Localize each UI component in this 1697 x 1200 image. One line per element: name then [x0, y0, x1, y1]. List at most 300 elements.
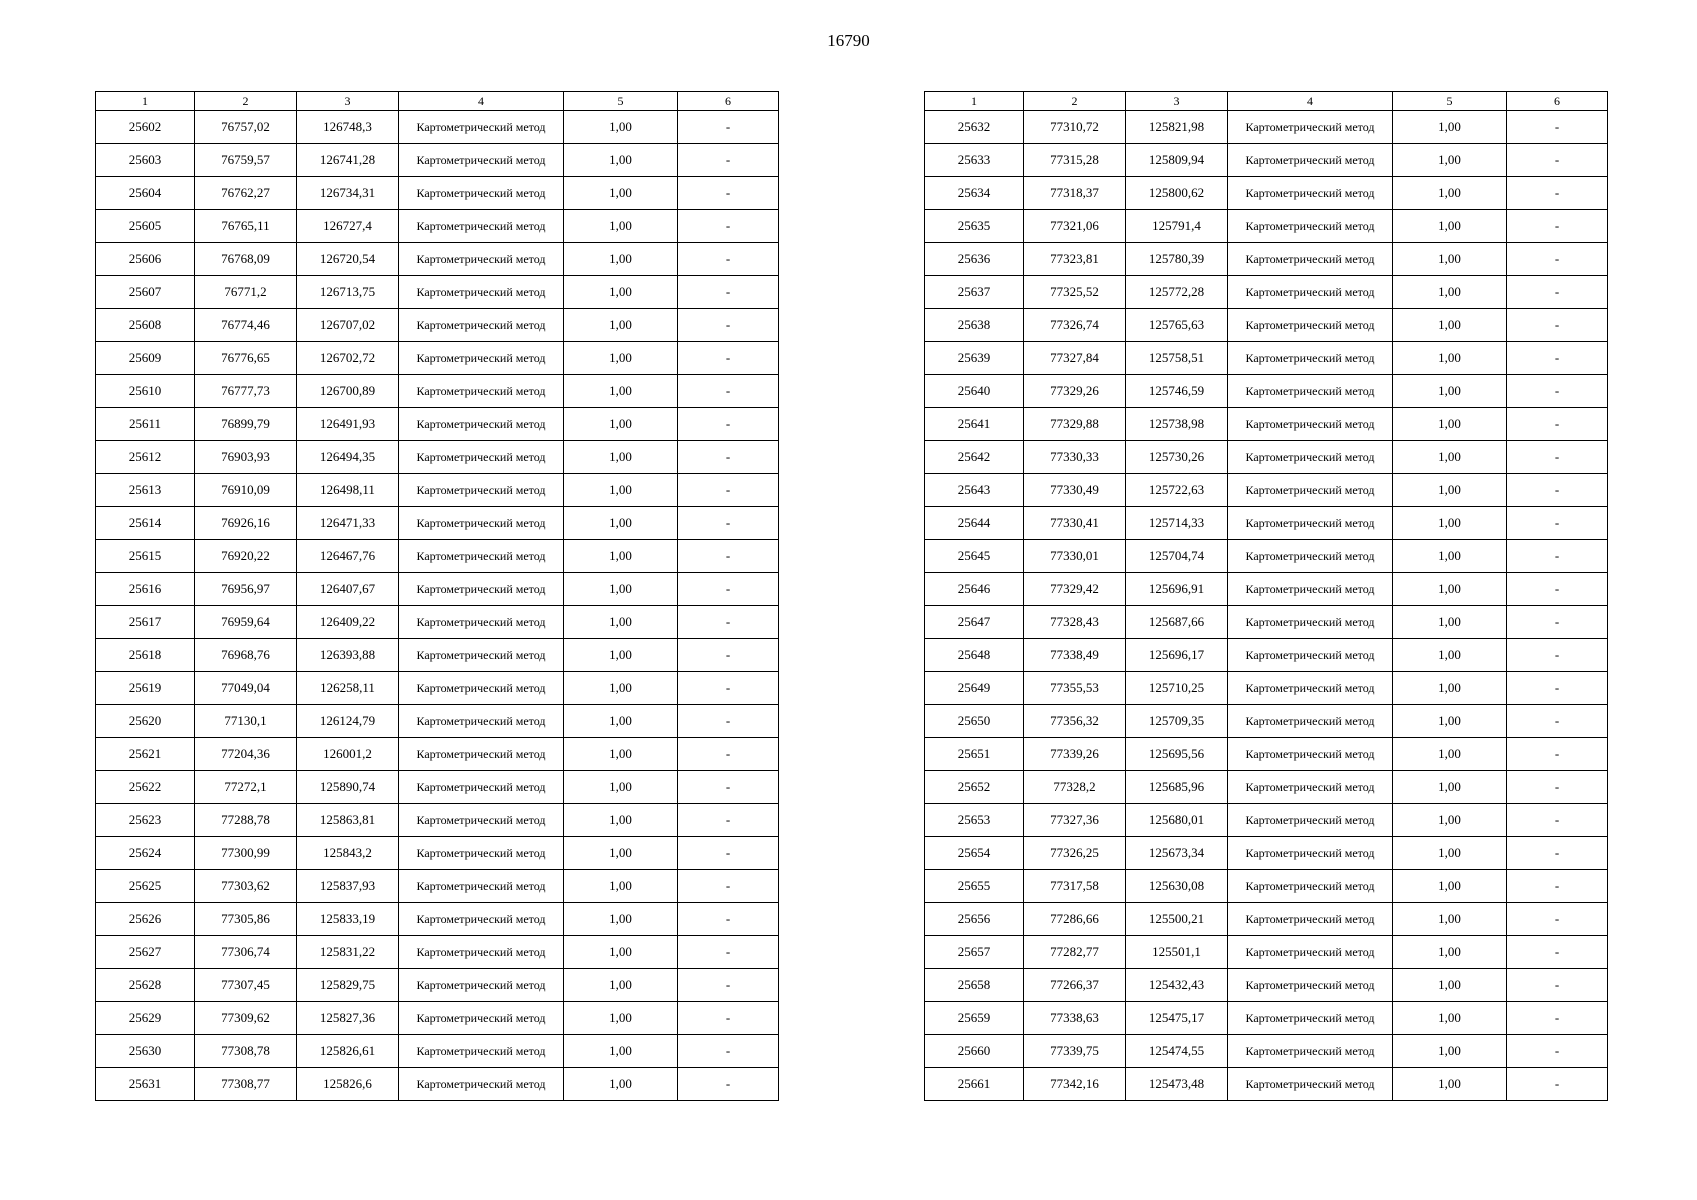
accuracy-cell: 1,00 — [564, 375, 678, 408]
accuracy-cell: 1,00 — [564, 573, 678, 606]
point-number-cell: 25612 — [96, 441, 195, 474]
column-header: 2 — [1024, 92, 1126, 111]
table-row — [925, 672, 1608, 705]
accuracy-cell: 1,00 — [1393, 441, 1507, 474]
method-cell: Картометрический метод — [399, 243, 564, 276]
note-cell: - — [1507, 969, 1608, 1002]
table-row — [96, 1068, 779, 1101]
x-coordinate-cell: 77338,63 — [1024, 1002, 1126, 1035]
method-cell: Картометрический метод — [399, 342, 564, 375]
note-cell: - — [1507, 1068, 1608, 1101]
table-row — [96, 1002, 779, 1035]
table-row — [925, 342, 1608, 375]
y-coordinate-cell: 125738,98 — [1126, 408, 1228, 441]
accuracy-cell: 1,00 — [1393, 540, 1507, 573]
table-row — [96, 441, 779, 474]
method-cell: Картометрический метод — [399, 474, 564, 507]
table-row — [925, 408, 1608, 441]
y-coordinate-cell: 125833,19 — [297, 903, 399, 936]
y-coordinate-cell: 125687,66 — [1126, 606, 1228, 639]
x-coordinate-cell: 77338,49 — [1024, 639, 1126, 672]
y-coordinate-cell: 126393,88 — [297, 639, 399, 672]
table-row — [925, 903, 1608, 936]
y-coordinate-cell: 126471,33 — [297, 507, 399, 540]
accuracy-cell: 1,00 — [1393, 276, 1507, 309]
point-number-cell: 25656 — [925, 903, 1024, 936]
table-row — [96, 276, 779, 309]
table-row — [925, 771, 1608, 804]
method-cell: Картометрический метод — [399, 1068, 564, 1101]
note-cell: - — [678, 936, 779, 969]
accuracy-cell: 1,00 — [1393, 408, 1507, 441]
y-coordinate-cell: 125722,63 — [1126, 474, 1228, 507]
y-coordinate-cell: 126258,11 — [297, 672, 399, 705]
accuracy-cell: 1,00 — [1393, 342, 1507, 375]
method-cell: Картометрический метод — [399, 705, 564, 738]
point-number-cell: 25647 — [925, 606, 1024, 639]
method-cell: Картометрический метод — [399, 1035, 564, 1068]
y-coordinate-cell: 126702,72 — [297, 342, 399, 375]
x-coordinate-cell: 77327,84 — [1024, 342, 1126, 375]
y-coordinate-cell: 126700,89 — [297, 375, 399, 408]
table-row — [925, 210, 1608, 243]
note-cell: - — [678, 342, 779, 375]
point-number-cell: 25644 — [925, 507, 1024, 540]
point-number-cell: 25613 — [96, 474, 195, 507]
table-row — [96, 474, 779, 507]
method-cell: Картометрический метод — [399, 144, 564, 177]
method-cell: Картометрический метод — [1228, 111, 1393, 144]
x-coordinate-cell: 77328,2 — [1024, 771, 1126, 804]
x-coordinate-cell: 77204,36 — [195, 738, 297, 771]
coordinates-table-left — [95, 91, 779, 1101]
x-coordinate-cell: 76776,65 — [195, 342, 297, 375]
y-coordinate-cell: 125673,34 — [1126, 837, 1228, 870]
accuracy-cell: 1,00 — [1393, 870, 1507, 903]
x-coordinate-cell: 77329,26 — [1024, 375, 1126, 408]
accuracy-cell: 1,00 — [1393, 903, 1507, 936]
accuracy-cell: 1,00 — [564, 507, 678, 540]
point-number-cell: 25648 — [925, 639, 1024, 672]
point-number-cell: 25634 — [925, 177, 1024, 210]
point-number-cell: 25641 — [925, 408, 1024, 441]
method-cell: Картометрический метод — [1228, 144, 1393, 177]
note-cell: - — [1507, 507, 1608, 540]
method-cell: Картометрический метод — [1228, 936, 1393, 969]
note-cell: - — [678, 540, 779, 573]
point-number-cell: 25652 — [925, 771, 1024, 804]
note-cell: - — [1507, 870, 1608, 903]
note-cell: - — [1507, 771, 1608, 804]
method-cell: Картометрический метод — [399, 507, 564, 540]
y-coordinate-cell: 126713,75 — [297, 276, 399, 309]
table-row — [96, 804, 779, 837]
x-coordinate-cell: 77339,75 — [1024, 1035, 1126, 1068]
method-cell: Картометрический метод — [399, 771, 564, 804]
table-row — [96, 738, 779, 771]
note-cell: - — [1507, 738, 1608, 771]
table-row — [925, 243, 1608, 276]
accuracy-cell: 1,00 — [1393, 1068, 1507, 1101]
point-number-cell: 25614 — [96, 507, 195, 540]
accuracy-cell: 1,00 — [564, 540, 678, 573]
note-cell: - — [1507, 672, 1608, 705]
point-number-cell: 25631 — [96, 1068, 195, 1101]
column-header: 5 — [1393, 92, 1507, 111]
accuracy-cell: 1,00 — [1393, 738, 1507, 771]
point-number-cell: 25645 — [925, 540, 1024, 573]
note-cell: - — [678, 210, 779, 243]
accuracy-cell: 1,00 — [1393, 837, 1507, 870]
table-row — [925, 705, 1608, 738]
method-cell: Картометрический метод — [1228, 507, 1393, 540]
y-coordinate-cell: 125695,56 — [1126, 738, 1228, 771]
accuracy-cell: 1,00 — [1393, 144, 1507, 177]
table-row — [96, 771, 779, 804]
method-cell: Картометрический метод — [1228, 210, 1393, 243]
point-number-cell: 25640 — [925, 375, 1024, 408]
note-cell: - — [678, 771, 779, 804]
accuracy-cell: 1,00 — [564, 210, 678, 243]
point-number-cell: 25661 — [925, 1068, 1024, 1101]
y-coordinate-cell: 126491,93 — [297, 408, 399, 441]
method-cell: Картометрический метод — [1228, 870, 1393, 903]
x-coordinate-cell: 77307,45 — [195, 969, 297, 1002]
accuracy-cell: 1,00 — [564, 342, 678, 375]
point-number-cell: 25646 — [925, 573, 1024, 606]
note-cell: - — [678, 408, 779, 441]
column-header: 1 — [96, 92, 195, 111]
point-number-cell: 25660 — [925, 1035, 1024, 1068]
point-number-cell: 25637 — [925, 276, 1024, 309]
y-coordinate-cell: 125710,25 — [1126, 672, 1228, 705]
x-coordinate-cell: 77330,01 — [1024, 540, 1126, 573]
note-cell: - — [678, 573, 779, 606]
x-coordinate-cell: 76768,09 — [195, 243, 297, 276]
method-cell: Картометрический метод — [399, 441, 564, 474]
accuracy-cell: 1,00 — [1393, 1002, 1507, 1035]
column-header: 3 — [1126, 92, 1228, 111]
x-coordinate-cell: 77355,53 — [1024, 672, 1126, 705]
y-coordinate-cell: 126407,67 — [297, 573, 399, 606]
method-cell: Картометрический метод — [399, 936, 564, 969]
y-coordinate-cell: 125696,91 — [1126, 573, 1228, 606]
point-number-cell: 25655 — [925, 870, 1024, 903]
point-number-cell: 25658 — [925, 969, 1024, 1002]
point-number-cell: 25606 — [96, 243, 195, 276]
accuracy-cell: 1,00 — [564, 177, 678, 210]
x-coordinate-cell: 77282,77 — [1024, 936, 1126, 969]
method-cell: Картометрический метод — [399, 573, 564, 606]
note-cell: - — [1507, 804, 1608, 837]
x-coordinate-cell: 77326,25 — [1024, 837, 1126, 870]
accuracy-cell: 1,00 — [564, 639, 678, 672]
y-coordinate-cell: 126727,4 — [297, 210, 399, 243]
note-cell: - — [678, 309, 779, 342]
method-cell: Картометрический метод — [1228, 903, 1393, 936]
method-cell: Картометрический метод — [1228, 639, 1393, 672]
point-number-cell: 25632 — [925, 111, 1024, 144]
table-row — [925, 309, 1608, 342]
table-row — [925, 804, 1608, 837]
point-number-cell: 25636 — [925, 243, 1024, 276]
method-cell: Картометрический метод — [1228, 474, 1393, 507]
y-coordinate-cell: 125800,62 — [1126, 177, 1228, 210]
point-number-cell: 25659 — [925, 1002, 1024, 1035]
table-row — [96, 111, 779, 144]
x-coordinate-cell: 76959,64 — [195, 606, 297, 639]
y-coordinate-cell: 125827,36 — [297, 1002, 399, 1035]
method-cell: Картометрический метод — [399, 309, 564, 342]
x-coordinate-cell: 77310,72 — [1024, 111, 1126, 144]
accuracy-cell: 1,00 — [564, 705, 678, 738]
x-coordinate-cell: 77330,33 — [1024, 441, 1126, 474]
table-row — [925, 738, 1608, 771]
point-number-cell: 25654 — [925, 837, 1024, 870]
note-cell: - — [1507, 606, 1608, 639]
accuracy-cell: 1,00 — [564, 771, 678, 804]
method-cell: Картометрический метод — [399, 837, 564, 870]
table-row — [96, 639, 779, 672]
y-coordinate-cell: 125826,61 — [297, 1035, 399, 1068]
accuracy-cell: 1,00 — [1393, 309, 1507, 342]
y-coordinate-cell: 125890,74 — [297, 771, 399, 804]
point-number-cell: 25618 — [96, 639, 195, 672]
note-cell: - — [1507, 177, 1608, 210]
x-coordinate-cell: 76926,16 — [195, 507, 297, 540]
x-coordinate-cell: 77288,78 — [195, 804, 297, 837]
table-row — [96, 177, 779, 210]
y-coordinate-cell: 126467,76 — [297, 540, 399, 573]
point-number-cell: 25608 — [96, 309, 195, 342]
point-number-cell: 25617 — [96, 606, 195, 639]
point-number-cell: 25643 — [925, 474, 1024, 507]
accuracy-cell: 1,00 — [564, 144, 678, 177]
table-row — [925, 639, 1608, 672]
accuracy-cell: 1,00 — [1393, 639, 1507, 672]
table-row — [96, 837, 779, 870]
point-number-cell: 25609 — [96, 342, 195, 375]
method-cell: Картометрический метод — [399, 639, 564, 672]
column-header: 6 — [678, 92, 779, 111]
point-number-cell: 25604 — [96, 177, 195, 210]
method-cell: Картометрический метод — [1228, 177, 1393, 210]
y-coordinate-cell: 125685,96 — [1126, 771, 1228, 804]
y-coordinate-cell: 125630,08 — [1126, 870, 1228, 903]
method-cell: Картометрический метод — [399, 408, 564, 441]
y-coordinate-cell: 125829,75 — [297, 969, 399, 1002]
method-cell: Картометрический метод — [1228, 276, 1393, 309]
method-cell: Картометрический метод — [399, 276, 564, 309]
x-coordinate-cell: 77327,36 — [1024, 804, 1126, 837]
x-coordinate-cell: 76757,02 — [195, 111, 297, 144]
y-coordinate-cell: 126748,3 — [297, 111, 399, 144]
method-cell: Картометрический метод — [1228, 705, 1393, 738]
accuracy-cell: 1,00 — [1393, 474, 1507, 507]
note-cell: - — [678, 870, 779, 903]
table-row — [96, 540, 779, 573]
table-row — [96, 243, 779, 276]
method-cell: Картометрический метод — [1228, 1035, 1393, 1068]
table-row — [925, 573, 1608, 606]
y-coordinate-cell: 126124,79 — [297, 705, 399, 738]
column-header: 4 — [399, 92, 564, 111]
table-row — [96, 408, 779, 441]
method-cell: Картометрический метод — [1228, 1002, 1393, 1035]
method-cell: Картометрический метод — [399, 375, 564, 408]
x-coordinate-cell: 76899,79 — [195, 408, 297, 441]
point-number-cell: 25610 — [96, 375, 195, 408]
point-number-cell: 25629 — [96, 1002, 195, 1035]
note-cell: - — [1507, 837, 1608, 870]
table-row — [925, 441, 1608, 474]
method-cell: Картометрический метод — [1228, 969, 1393, 1002]
x-coordinate-cell: 77329,88 — [1024, 408, 1126, 441]
method-cell: Картометрический метод — [399, 738, 564, 771]
note-cell: - — [1507, 276, 1608, 309]
point-number-cell: 25602 — [96, 111, 195, 144]
y-coordinate-cell: 125501,1 — [1126, 936, 1228, 969]
table-header-row — [925, 92, 1608, 111]
y-coordinate-cell: 125432,43 — [1126, 969, 1228, 1002]
note-cell: - — [678, 276, 779, 309]
note-cell: - — [678, 672, 779, 705]
note-cell: - — [678, 1002, 779, 1035]
x-coordinate-cell: 76956,97 — [195, 573, 297, 606]
note-cell: - — [678, 243, 779, 276]
x-coordinate-cell: 77328,43 — [1024, 606, 1126, 639]
accuracy-cell: 1,00 — [564, 903, 678, 936]
x-coordinate-cell: 76910,09 — [195, 474, 297, 507]
x-coordinate-cell: 77303,62 — [195, 870, 297, 903]
accuracy-cell: 1,00 — [564, 969, 678, 1002]
method-cell: Картометрический метод — [399, 672, 564, 705]
table-row — [96, 573, 779, 606]
accuracy-cell: 1,00 — [1393, 177, 1507, 210]
table-row — [96, 375, 779, 408]
point-number-cell: 25623 — [96, 804, 195, 837]
x-coordinate-cell: 77356,32 — [1024, 705, 1126, 738]
x-coordinate-cell: 77308,78 — [195, 1035, 297, 1068]
table-row — [925, 375, 1608, 408]
table-row — [96, 936, 779, 969]
x-coordinate-cell: 77325,52 — [1024, 276, 1126, 309]
note-cell: - — [1507, 408, 1608, 441]
x-coordinate-cell: 77049,04 — [195, 672, 297, 705]
x-coordinate-cell: 77321,06 — [1024, 210, 1126, 243]
x-coordinate-cell: 76777,73 — [195, 375, 297, 408]
table-row — [96, 144, 779, 177]
x-coordinate-cell: 76759,57 — [195, 144, 297, 177]
point-number-cell: 25651 — [925, 738, 1024, 771]
x-coordinate-cell: 76903,93 — [195, 441, 297, 474]
point-number-cell: 25627 — [96, 936, 195, 969]
y-coordinate-cell: 125821,98 — [1126, 111, 1228, 144]
point-number-cell: 25607 — [96, 276, 195, 309]
x-coordinate-cell: 76920,22 — [195, 540, 297, 573]
point-number-cell: 25624 — [96, 837, 195, 870]
note-cell: - — [678, 804, 779, 837]
y-coordinate-cell: 125765,63 — [1126, 309, 1228, 342]
accuracy-cell: 1,00 — [564, 936, 678, 969]
y-coordinate-cell: 125709,35 — [1126, 705, 1228, 738]
note-cell: - — [1507, 936, 1608, 969]
x-coordinate-cell: 76771,2 — [195, 276, 297, 309]
y-coordinate-cell: 126720,54 — [297, 243, 399, 276]
table-row — [96, 705, 779, 738]
note-cell: - — [678, 177, 779, 210]
table-row — [925, 1035, 1608, 1068]
note-cell: - — [678, 969, 779, 1002]
y-coordinate-cell: 126734,31 — [297, 177, 399, 210]
accuracy-cell: 1,00 — [1393, 936, 1507, 969]
point-number-cell: 25622 — [96, 771, 195, 804]
note-cell: - — [1507, 441, 1608, 474]
method-cell: Картометрический метод — [1228, 342, 1393, 375]
table-row — [925, 144, 1608, 177]
y-coordinate-cell: 125714,33 — [1126, 507, 1228, 540]
x-coordinate-cell: 77329,42 — [1024, 573, 1126, 606]
y-coordinate-cell: 125746,59 — [1126, 375, 1228, 408]
y-coordinate-cell: 125843,2 — [297, 837, 399, 870]
note-cell: - — [1507, 144, 1608, 177]
x-coordinate-cell: 77315,28 — [1024, 144, 1126, 177]
accuracy-cell: 1,00 — [564, 474, 678, 507]
point-number-cell: 25605 — [96, 210, 195, 243]
accuracy-cell: 1,00 — [564, 276, 678, 309]
x-coordinate-cell: 77318,37 — [1024, 177, 1126, 210]
table-row — [96, 903, 779, 936]
note-cell: - — [1507, 111, 1608, 144]
y-coordinate-cell: 125473,48 — [1126, 1068, 1228, 1101]
accuracy-cell: 1,00 — [564, 1035, 678, 1068]
point-number-cell: 25616 — [96, 573, 195, 606]
method-cell: Картометрический метод — [1228, 771, 1393, 804]
table-row — [925, 276, 1608, 309]
point-number-cell: 25657 — [925, 936, 1024, 969]
x-coordinate-cell: 76765,11 — [195, 210, 297, 243]
note-cell: - — [1507, 210, 1608, 243]
note-cell: - — [1507, 342, 1608, 375]
point-number-cell: 25633 — [925, 144, 1024, 177]
method-cell: Картометрический метод — [1228, 606, 1393, 639]
accuracy-cell: 1,00 — [564, 1002, 678, 1035]
table-row — [96, 606, 779, 639]
point-number-cell: 25653 — [925, 804, 1024, 837]
table-row — [96, 342, 779, 375]
method-cell: Картометрический метод — [399, 210, 564, 243]
y-coordinate-cell: 126498,11 — [297, 474, 399, 507]
accuracy-cell: 1,00 — [564, 408, 678, 441]
y-coordinate-cell: 125863,81 — [297, 804, 399, 837]
accuracy-cell: 1,00 — [564, 837, 678, 870]
point-number-cell: 25650 — [925, 705, 1024, 738]
accuracy-cell: 1,00 — [564, 738, 678, 771]
accuracy-cell: 1,00 — [564, 870, 678, 903]
method-cell: Картометрический метод — [399, 111, 564, 144]
note-cell: - — [1507, 540, 1608, 573]
y-coordinate-cell: 125696,17 — [1126, 639, 1228, 672]
note-cell: - — [1507, 705, 1608, 738]
note-cell: - — [678, 639, 779, 672]
accuracy-cell: 1,00 — [564, 672, 678, 705]
y-coordinate-cell: 126741,28 — [297, 144, 399, 177]
accuracy-cell: 1,00 — [564, 441, 678, 474]
point-number-cell: 25611 — [96, 408, 195, 441]
column-header: 1 — [925, 92, 1024, 111]
table-row — [96, 969, 779, 1002]
note-cell: - — [678, 441, 779, 474]
